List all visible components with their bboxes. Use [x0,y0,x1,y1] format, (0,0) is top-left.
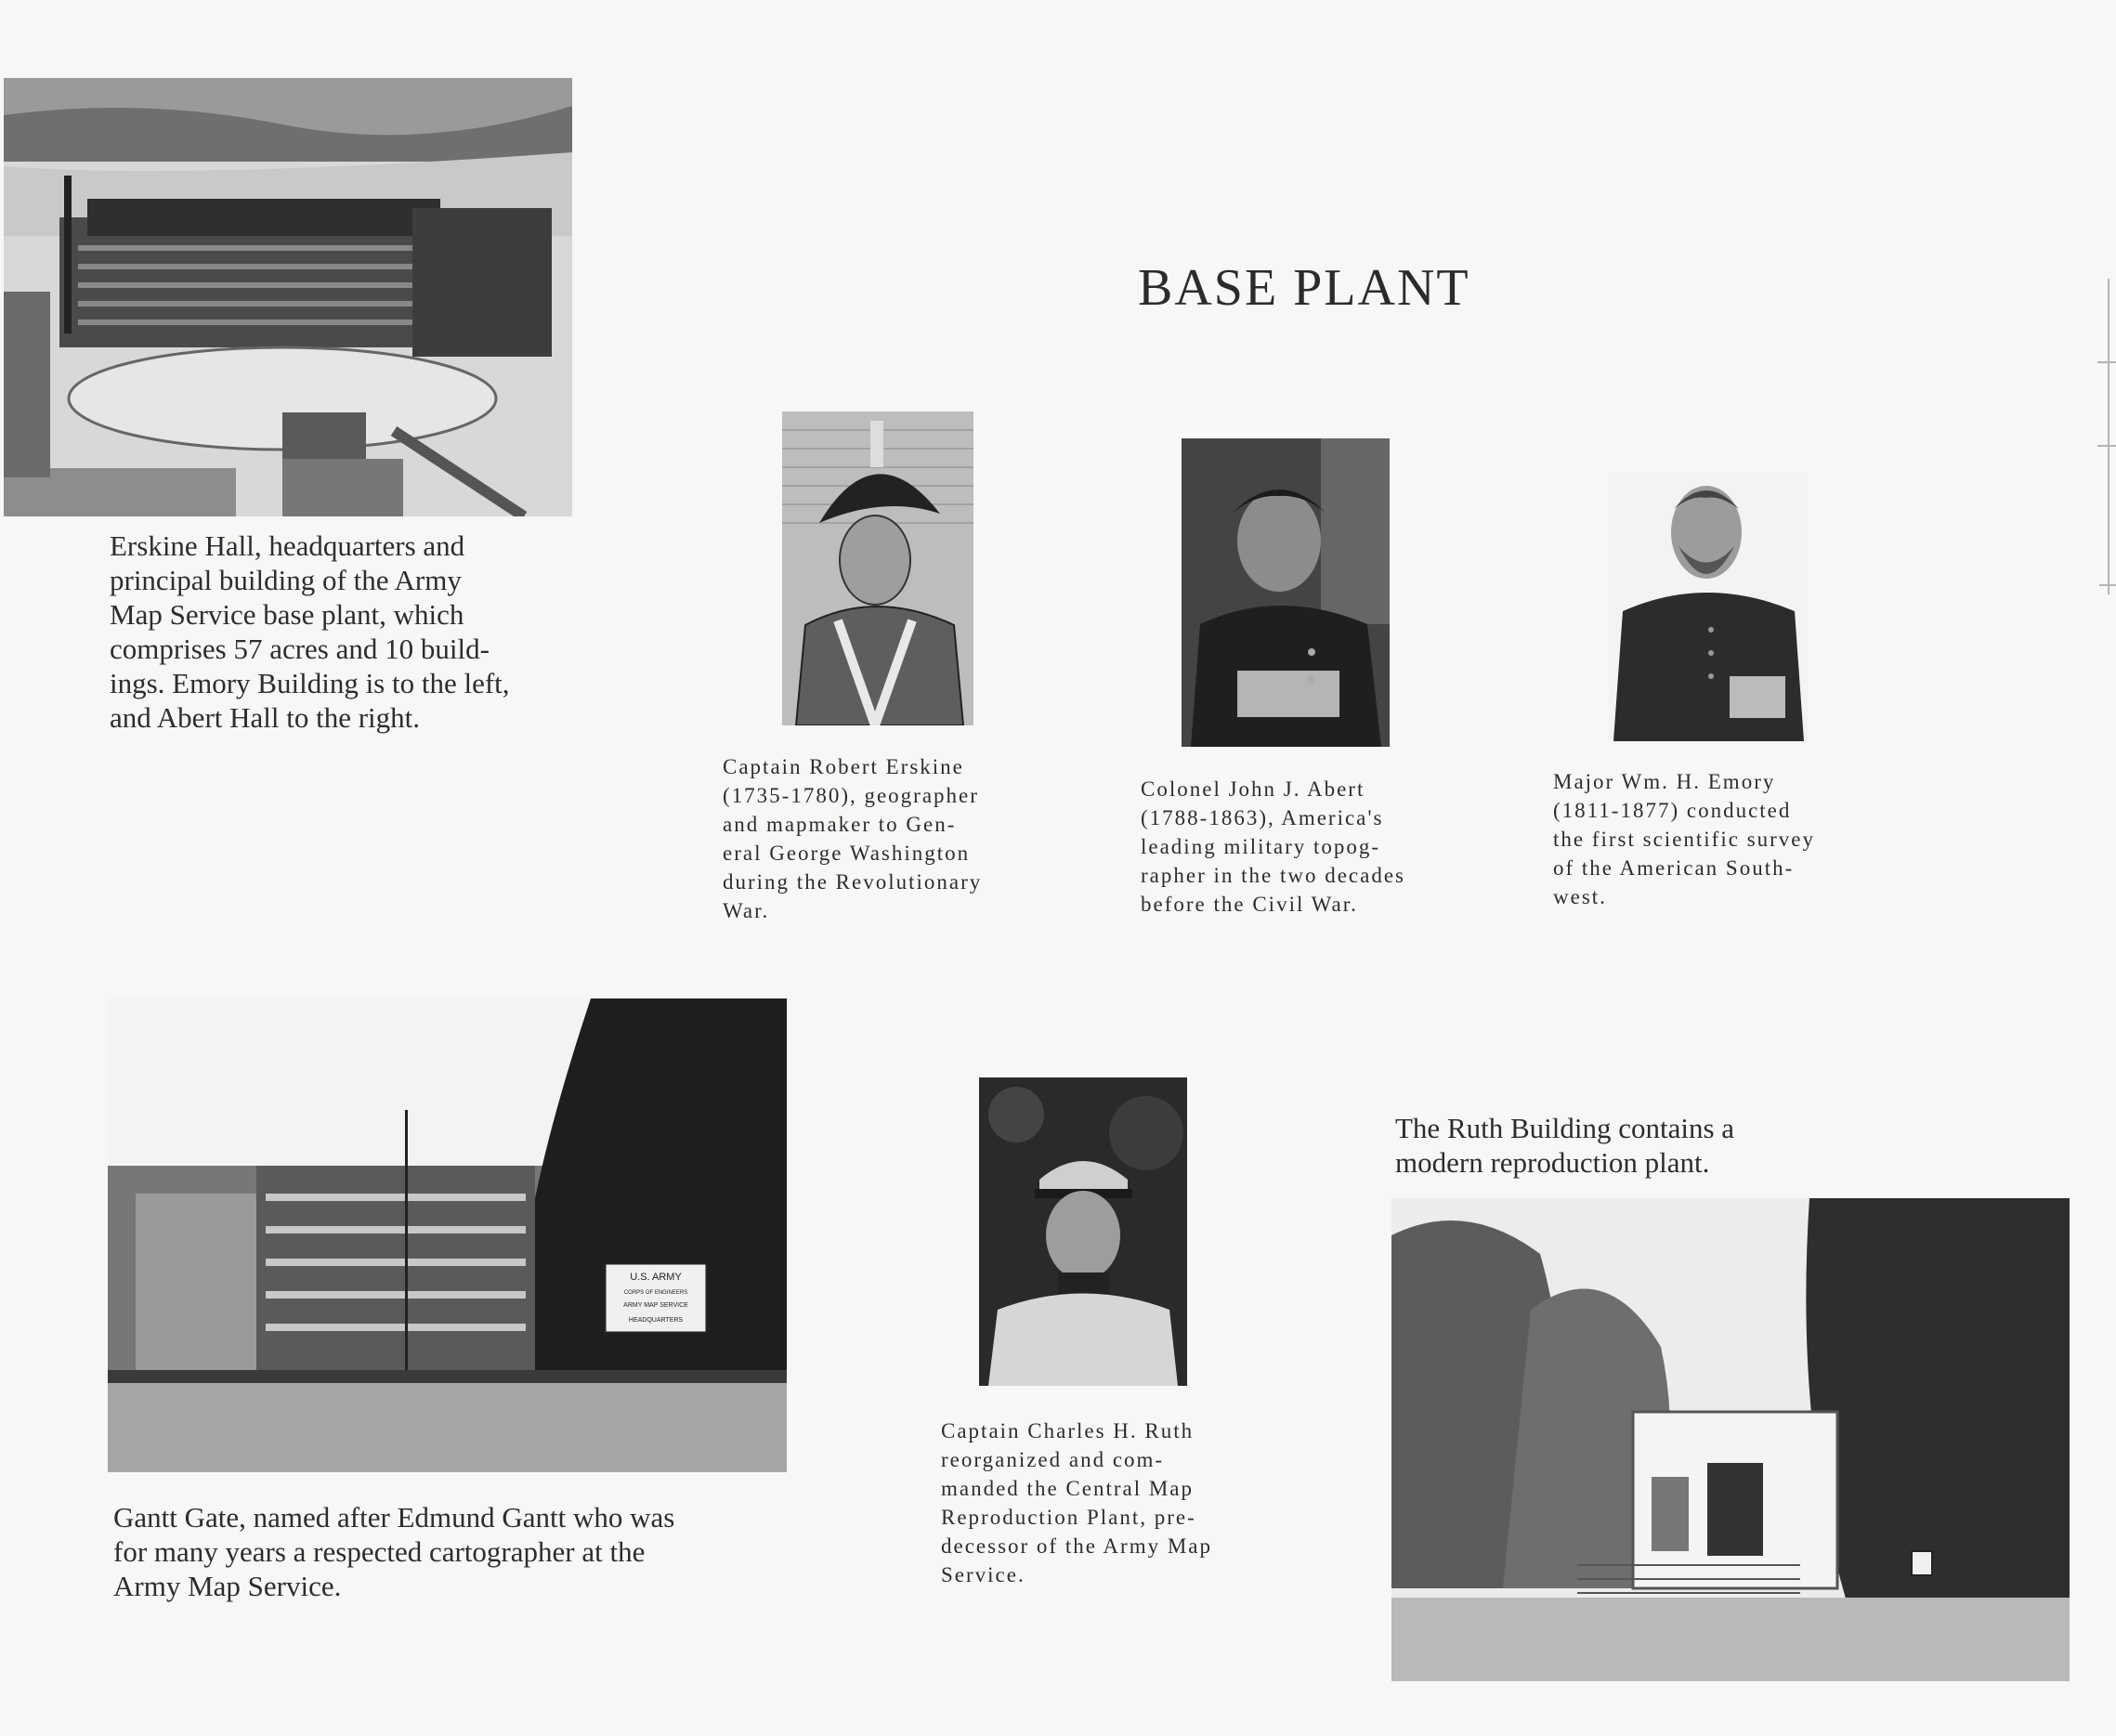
caption-line: before the Civil War. [1141,893,1358,916]
caption-line: (1735-1780), geographer [723,784,979,807]
caption-line: eral George Washington [723,842,971,865]
wm-emory-caption [1553,767,1869,911]
gate-sign-line: CORPS OF ENGINEERS [623,1290,688,1296]
caption-line: west. [1553,885,1607,908]
gantt-gate-caption [113,1500,797,1603]
caption-line: the first scientific survey [1553,828,1816,851]
john-abert-portrait [1182,438,1390,747]
caption-line: ings. Emory Building is to the left, [110,667,510,699]
caption-line: War. [723,899,770,922]
caption-line: and Abert Hall to the right. [110,701,421,734]
caption-line: Army Map Service. [113,1570,342,1602]
gantt-gate-photo [108,999,787,1472]
gate-sign-line: U.S. ARMY [630,1272,682,1283]
caption-line: during the Revolutionary [723,870,983,894]
caption-line: decessor of the Army Map [941,1534,1212,1558]
caption-line: Map Service base plant, which [110,598,464,631]
caption-line: for many years a respected cartographer at the [113,1535,646,1568]
charles-ruth-caption [941,1416,1255,1589]
caption-line: Colonel John J. Abert [1141,777,1365,801]
robert-erskine-caption [723,752,1035,925]
page-title: BASE PLANT [1138,258,1470,317]
caption-line: The Ruth Building contains a [1395,1112,1735,1144]
erskine-hall-caption [110,529,574,735]
caption-line: Service. [941,1563,1025,1586]
caption-line: (1788-1863), America's [1141,806,1384,829]
ruth-building-caption [1395,1111,1878,1180]
gate-sign-line: ARMY MAP SERVICE [623,1302,688,1309]
caption-line: Captain Robert Erskine [723,755,964,778]
ruth-building-photo [1391,1198,2070,1681]
caption-line: (1811-1877) conducted [1553,799,1792,822]
caption-line: Reproduction Plant, pre- [941,1506,1196,1529]
erskine-hall-photo [4,78,572,516]
caption-line: principal building of the Army [110,564,462,596]
caption-line: Erskine Hall, headquarters and [110,529,465,562]
caption-line: comprises 57 acres and 10 build- [110,633,490,665]
caption-line: Major Wm. H. Emory [1553,770,1776,793]
gate-sign-line: HEADQUARTERS [628,1317,684,1324]
caption-line: reorganized and com- [941,1448,1165,1471]
robert-erskine-portrait [782,411,973,725]
scan-edge-artifact [2090,279,2116,613]
caption-line: and mapmaker to Gen- [723,813,957,836]
caption-line: modern reproduction plant. [1395,1146,1710,1179]
caption-line: Gantt Gate, named after Edmund Gantt who was [113,1501,675,1534]
wm-emory-portrait [1609,472,1808,741]
john-abert-caption [1141,775,1460,919]
caption-line: of the American South- [1553,856,1795,880]
caption-line: Captain Charles H. Ruth [941,1419,1195,1442]
charles-ruth-portrait [979,1077,1187,1386]
caption-line: manded the Central Map [941,1477,1195,1500]
caption-line: rapher in the two decades [1141,864,1406,887]
caption-line: leading military topog- [1141,835,1381,858]
